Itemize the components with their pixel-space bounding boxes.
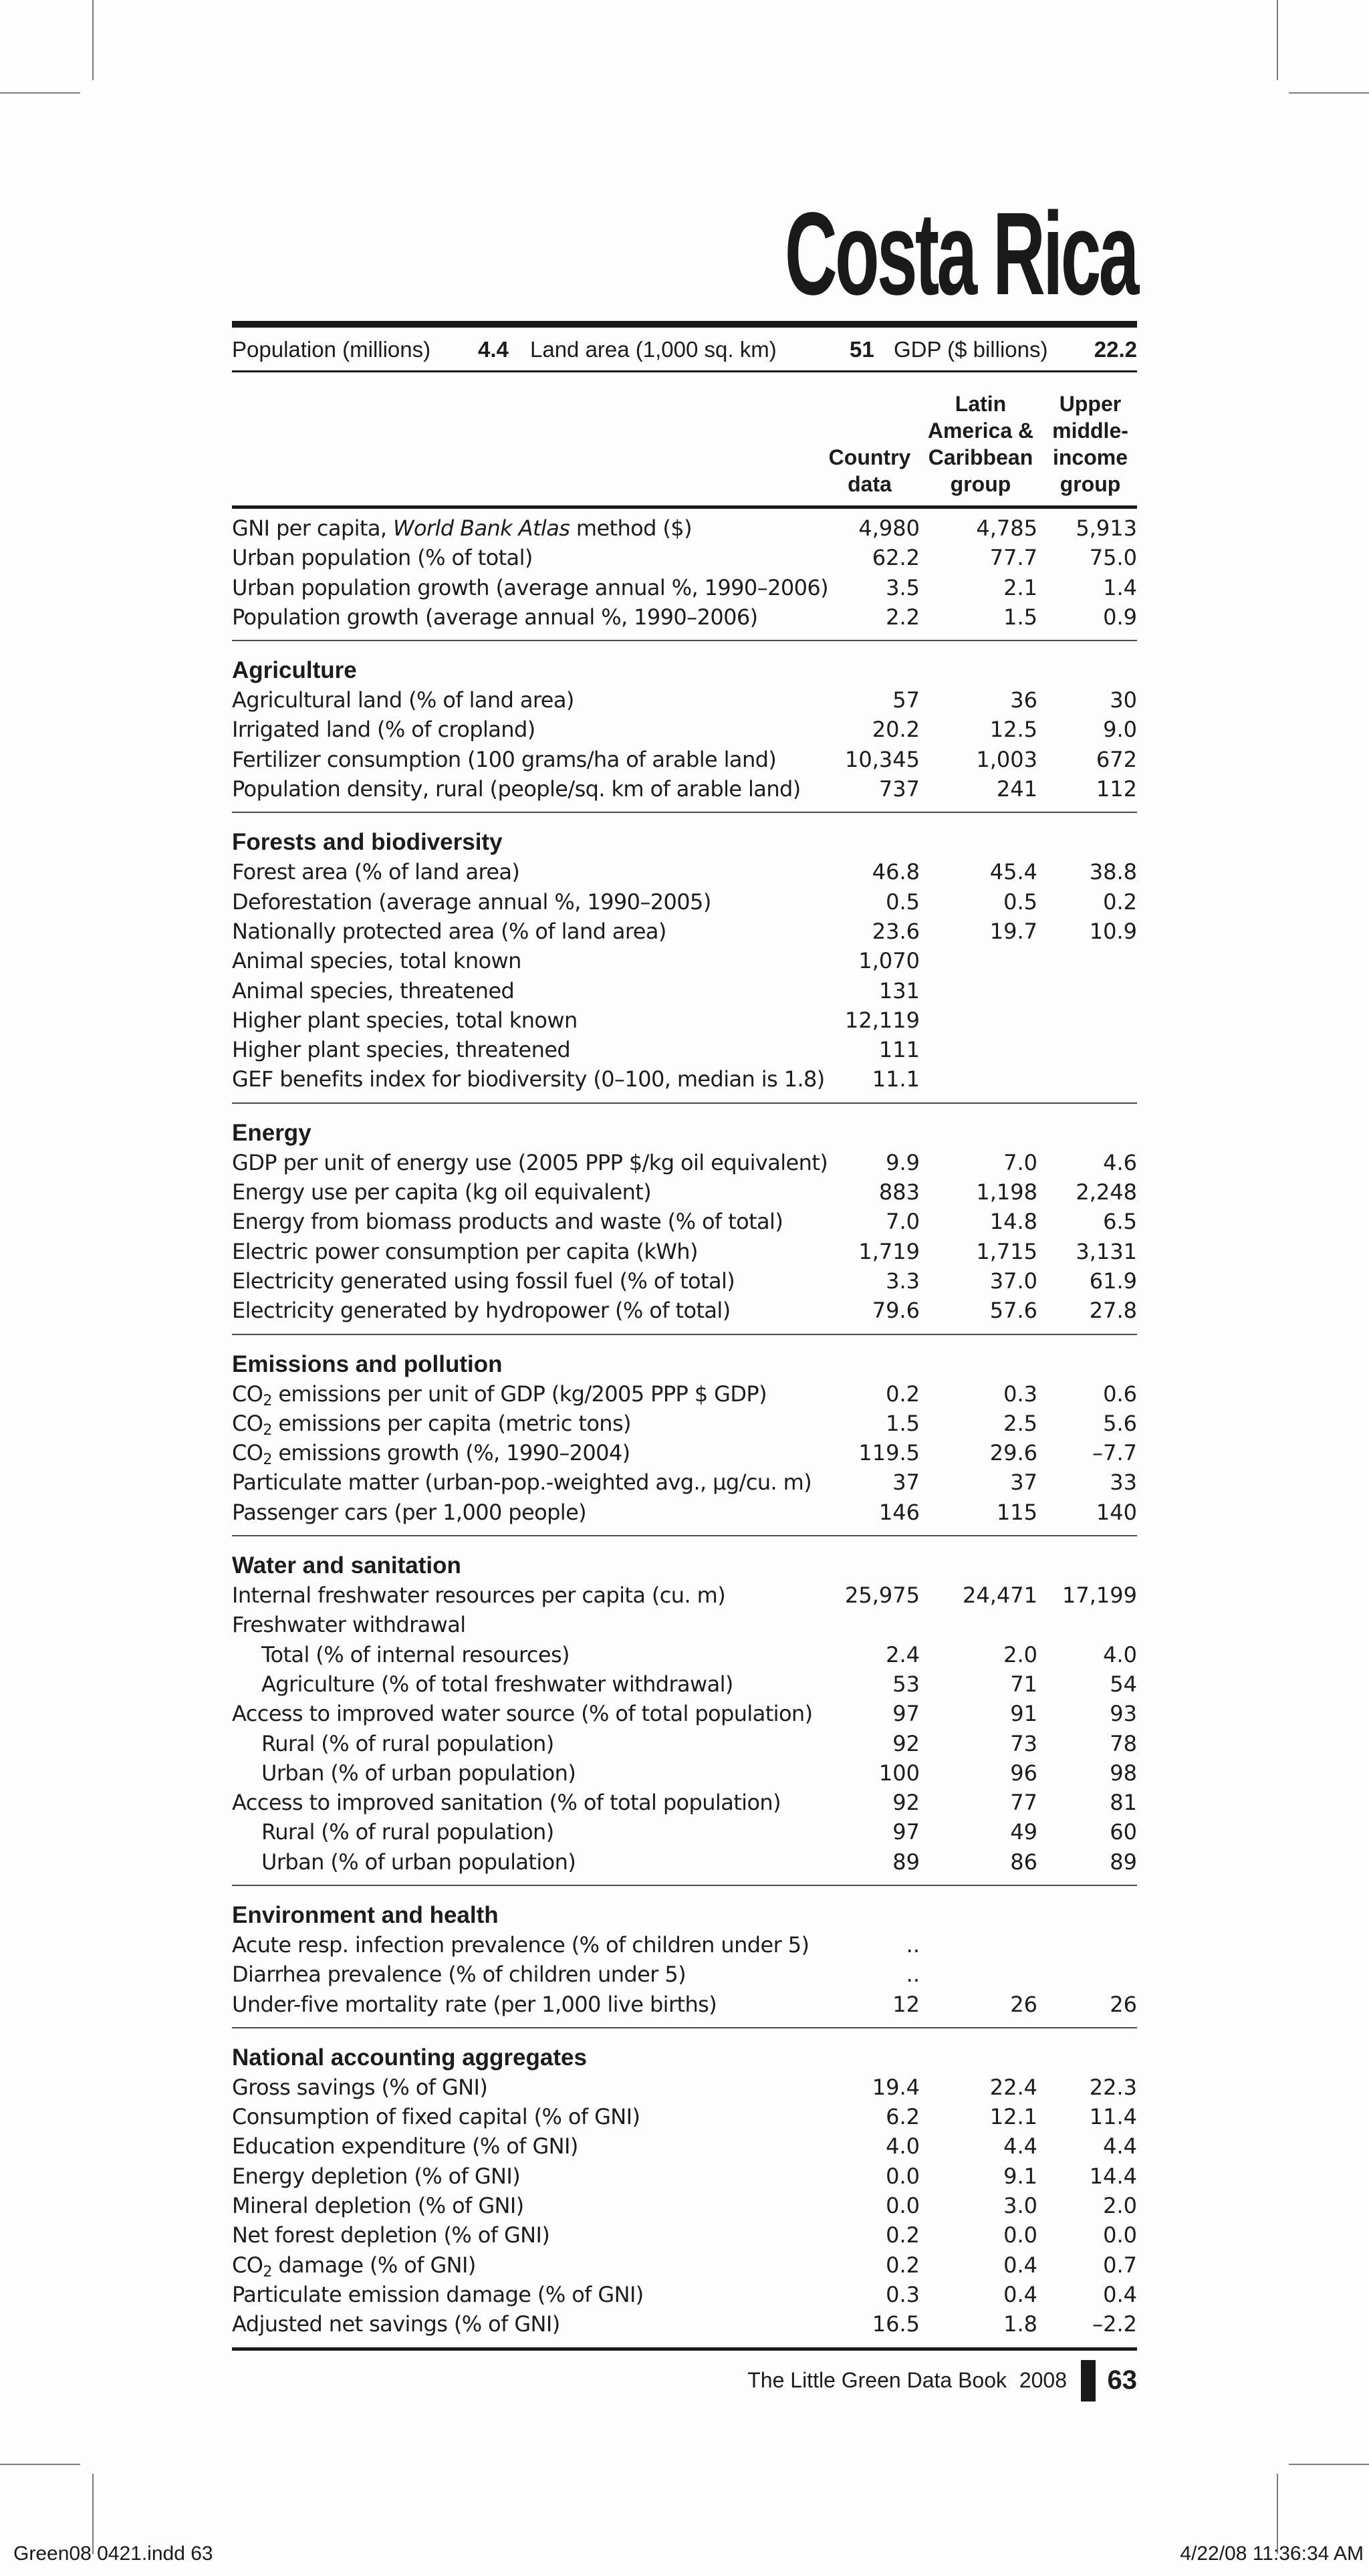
table-row	[232, 1035, 1137, 1064]
row-label: Urban population (% of total)	[232, 545, 533, 571]
row-label-text: emissions per unit of GDP (kg/2005 PPP $ GDP)	[271, 1381, 767, 1407]
value-country: 0.0	[886, 2193, 920, 2219]
section-heading: Environment and health	[232, 1901, 499, 1928]
row-label: Electricity generated by hydropower (% of total)	[232, 1298, 731, 1324]
value-country: 25,975	[845, 1583, 920, 1609]
value-country: 19.4	[872, 2074, 920, 2100]
row-label: Education expenditure (% of GNI)	[232, 2133, 578, 2159]
table-row	[232, 2220, 1137, 2250]
value-lac-group: 241	[996, 776, 1037, 802]
value-umi-group: 112	[1096, 776, 1137, 802]
value-umi-group: 26	[1110, 1991, 1137, 2017]
row-label: Electric power consumption per capita (kWh)	[232, 1238, 698, 1264]
row-label: Population density, rural (people/sq. km of arable land)	[232, 776, 801, 802]
value-umi-group: 5.6	[1103, 1410, 1137, 1436]
co2-base: CO	[232, 1410, 263, 1436]
row-label: Energy from biomass products and waste (% of total)	[232, 1209, 783, 1235]
value-country: 0.2	[886, 2252, 920, 2278]
value-country: 883	[878, 1179, 920, 1205]
row-label: Electricity generated using fossil fuel (% of total)	[232, 1268, 735, 1294]
table-row	[232, 1438, 1137, 1468]
value-lac-group: 1,715	[976, 1238, 1037, 1264]
table-row	[232, 513, 1137, 543]
column-header-line: group	[950, 472, 1011, 496]
row-label: Rural (% of rural population)	[261, 1819, 554, 1845]
row-label: Animal species, threatened	[232, 977, 515, 1004]
co2-base: CO	[232, 2252, 263, 2278]
value-umi-group: 17,199	[1062, 1583, 1137, 1609]
table-row	[232, 1788, 1137, 1817]
table-row	[232, 1207, 1137, 1236]
table-row	[232, 887, 1137, 917]
value-lac-group: 4.4	[1003, 2133, 1037, 2159]
row-label: Diarrhea prevalence (% of children under 5)	[232, 1962, 686, 1988]
table-row	[232, 2073, 1137, 2102]
value-umi-group: 93	[1110, 1701, 1137, 1727]
value-lac-group: 73	[1010, 1730, 1037, 1756]
value-country: 53	[892, 1671, 920, 1697]
row-label: Particulate emission damage (% of GNI)	[232, 2281, 644, 2307]
value-country: 119.5	[858, 1440, 920, 1466]
value-umi-group: 2,248	[1076, 1179, 1137, 1205]
row-label: Agricultural land (% of land area)	[232, 687, 574, 713]
table-row	[232, 2131, 1137, 2161]
value-lac-group: 2.0	[1003, 1641, 1037, 1667]
row-label: Agriculture (% of total freshwater withdrawal)	[261, 1671, 733, 1697]
value-lac-group: 2.1	[1003, 574, 1037, 600]
value-umi-group: 10.9	[1089, 918, 1137, 944]
value-country: 0.5	[886, 889, 920, 915]
value-umi-group: 0.7	[1103, 2252, 1137, 2278]
row-label: Rural (% of rural population)	[261, 1730, 554, 1756]
table-row	[232, 917, 1137, 946]
value-lac-group: 24,471	[963, 1583, 1037, 1609]
row-label: Animal species, total known	[232, 948, 521, 974]
table-row	[232, 1064, 1137, 1094]
table-row	[232, 1468, 1137, 1497]
value-umi-group: 0.4	[1103, 2281, 1137, 2307]
value-country: 100	[878, 1760, 920, 1786]
co2-subscript: 2	[263, 1392, 272, 1409]
row-label: Under-five mortality rate (per 1,000 live births)	[232, 1991, 717, 2017]
table-row	[232, 1610, 1137, 1639]
value-umi-group: 54	[1110, 1671, 1137, 1697]
value-country: 0.3	[886, 2281, 920, 2307]
value-country: 12,119	[845, 1007, 920, 1033]
row-label-text: method ($)	[570, 515, 692, 541]
value-umi-group: 5,913	[1076, 515, 1137, 541]
value-country: ..	[906, 1962, 920, 1988]
land-area-label: Land area (1,000 sq. km)	[530, 337, 777, 362]
table-row	[232, 1296, 1137, 1325]
value-umi-group: 11.4	[1089, 2104, 1137, 2130]
table-row	[232, 946, 1137, 975]
row-label: Particulate matter (urban-pop.-weighted avg., µg/cu. m)	[232, 1470, 812, 1496]
value-umi-group: 78	[1110, 1730, 1137, 1756]
table-row	[232, 685, 1137, 715]
value-country: 111	[878, 1037, 920, 1063]
value-lac-group: 71	[1010, 1671, 1037, 1697]
value-umi-group: 0.9	[1103, 604, 1137, 630]
value-country: 97	[892, 1819, 920, 1845]
value-country: 3.3	[886, 1268, 920, 1294]
footer-year: 2008	[1019, 2368, 1067, 2392]
row-label: Fertilizer consumption (100 grams/ha of arable land)	[232, 746, 777, 772]
value-lac-group: 9.1	[1003, 2163, 1037, 2189]
row-label: Energy depletion (% of GNI)	[232, 2163, 521, 2189]
crop-mark	[1289, 92, 1369, 94]
value-country: 97	[892, 1701, 920, 1727]
column-header-upper-middle-income	[1043, 390, 1137, 497]
row-label: Energy use per capita (kg oil equivalent)	[232, 1179, 652, 1205]
value-lac-group: 12.1	[989, 2104, 1037, 2130]
co2-subscript: 2	[263, 2263, 272, 2280]
column-header-line: income	[1052, 445, 1128, 469]
column-header-line: group	[1060, 472, 1121, 496]
value-lac-group: 91	[1010, 1701, 1037, 1727]
table-row	[232, 1409, 1137, 1438]
section-divider	[232, 2027, 1137, 2028]
value-country: 20.2	[872, 717, 920, 743]
table-row	[232, 1817, 1137, 1847]
value-country: 79.6	[872, 1298, 920, 1324]
slug-timestamp: 4/22/08 11:36:34 AM	[1180, 2543, 1364, 2565]
row-label: Adjusted net savings (% of GNI)	[232, 2311, 560, 2337]
value-country: 12	[892, 1991, 920, 2017]
value-country: 0.2	[886, 2222, 920, 2248]
column-header-line: America &	[927, 419, 1034, 443]
value-lac-group: 57.6	[989, 1298, 1037, 1324]
value-lac-group: 12.5	[989, 717, 1037, 743]
value-country: 3.5	[886, 574, 920, 600]
table-row	[232, 1960, 1137, 1989]
table-row	[232, 2280, 1137, 2309]
title-rule	[232, 321, 1137, 328]
gdp-label: GDP ($ billions)	[894, 337, 1048, 362]
value-umi-group: 38.8	[1089, 859, 1137, 885]
value-umi-group: 27.8	[1089, 1298, 1137, 1324]
row-label: GDP per unit of energy use (2005 PPP $/kg oil equivalent)	[232, 1149, 828, 1175]
column-header-line: Latin	[955, 392, 1007, 416]
value-country: 1,719	[858, 1238, 920, 1264]
value-lac-group: 0.4	[1003, 2281, 1037, 2307]
column-header-line: Country	[828, 445, 911, 469]
table-row	[232, 1580, 1137, 1610]
co2-subscript: 2	[263, 1421, 272, 1439]
value-country: 11.1	[872, 1066, 920, 1092]
value-umi-group: 14.4	[1089, 2163, 1137, 2189]
footer-bar	[1081, 2360, 1096, 2402]
table-row	[232, 1237, 1137, 1266]
value-lac-group: 86	[1010, 1849, 1037, 1875]
value-country: 146	[878, 1499, 920, 1525]
value-country: ..	[906, 1931, 920, 1958]
population-label: Population (millions)	[232, 337, 431, 362]
land-area-value: 51	[850, 337, 874, 362]
row-label: Urban (% of urban population)	[261, 1849, 576, 1875]
value-umi-group: 9.0	[1103, 717, 1137, 743]
row-label: GEF benefits index for biodiversity (0–100, median is 1.8)	[232, 1066, 825, 1092]
row-label-text: emissions per capita (metric tons)	[271, 1410, 631, 1436]
value-lac-group: 0.4	[1003, 2252, 1037, 2278]
table-row	[232, 1177, 1137, 1207]
gdp-value: 22.2	[1094, 337, 1137, 362]
crop-mark	[1277, 0, 1278, 80]
row-label-text: GNI per capita,	[232, 515, 393, 541]
header-rule	[232, 505, 1137, 509]
value-country: 89	[892, 1849, 920, 1875]
row-label: Population growth (average annual %, 1990–2006)	[232, 604, 758, 630]
row-label: Irrigated land (% of cropland)	[232, 717, 535, 743]
value-country: 92	[892, 1730, 920, 1756]
value-country: 10,345	[845, 746, 920, 772]
value-country: 2.2	[886, 604, 920, 630]
table-row	[232, 1699, 1137, 1728]
value-lac-group: 7.0	[1003, 1149, 1037, 1175]
value-lac-group: 1,003	[976, 746, 1037, 772]
value-umi-group: 75.0	[1089, 545, 1137, 571]
value-umi-group: 672	[1096, 746, 1137, 772]
column-header-country	[820, 444, 920, 497]
value-umi-group: 60	[1110, 1819, 1137, 1845]
row-label: Access to improved water source (% of total population)	[232, 1701, 813, 1727]
value-country: 9.9	[886, 1149, 920, 1175]
value-country: 2.4	[886, 1641, 920, 1667]
summary-rule	[232, 370, 1137, 372]
value-lac-group: 37.0	[989, 1268, 1037, 1294]
slug-file: Green08 0421.indd 63	[13, 2543, 213, 2565]
table-row	[232, 1729, 1137, 1758]
value-umi-group: 81	[1110, 1790, 1137, 1816]
table-row	[232, 715, 1137, 744]
page-footer	[469, 2360, 1137, 2400]
table-row	[232, 1847, 1137, 1877]
section-divider	[232, 1102, 1137, 1104]
section-divider	[232, 640, 1137, 641]
row-label: Consumption of fixed capital (% of GNI)	[232, 2104, 640, 2130]
summary-line	[232, 333, 1137, 366]
page-title: Costa Rica	[785, 189, 1137, 320]
column-header-line: middle-	[1052, 419, 1128, 443]
table-row	[232, 543, 1137, 572]
value-umi-group: 33	[1110, 1470, 1137, 1496]
column-header-latin-america	[924, 390, 1037, 497]
table-row	[232, 745, 1137, 774]
value-umi-group: 0.2	[1103, 889, 1137, 915]
table-row	[232, 1498, 1137, 1527]
value-country: 131	[878, 977, 920, 1004]
value-lac-group: 14.8	[989, 1209, 1037, 1235]
table-row	[232, 602, 1137, 632]
footer-book-title: The Little Green Data Book	[747, 2368, 1007, 2392]
section-heading: Emissions and pollution	[232, 1351, 503, 1377]
table-row	[232, 2250, 1137, 2280]
value-country: 92	[892, 1790, 920, 1816]
section-heading: Agriculture	[232, 657, 357, 684]
table-row	[232, 1640, 1137, 1669]
co2-base: CO	[232, 1381, 263, 1407]
table-row	[232, 774, 1137, 804]
value-umi-group: 2.0	[1103, 2193, 1137, 2219]
row-label: Passenger cars (per 1,000 people)	[232, 1499, 587, 1525]
table-row	[232, 976, 1137, 1006]
table-row	[232, 2191, 1137, 2220]
value-umi-group: 6.5	[1103, 1209, 1137, 1235]
value-lac-group: 115	[996, 1499, 1037, 1525]
value-umi-group: 3,131	[1076, 1238, 1137, 1264]
table-row	[232, 1758, 1137, 1788]
value-country: 16.5	[872, 2311, 920, 2337]
value-country: 46.8	[872, 859, 920, 885]
table-row	[232, 1379, 1137, 1409]
value-country: 1,070	[858, 948, 920, 974]
table-row	[232, 1930, 1137, 1960]
value-country: 4.0	[886, 2133, 920, 2159]
row-label: Gross savings (% of GNI)	[232, 2074, 488, 2100]
value-lac-group: 0.5	[1003, 889, 1037, 915]
value-umi-group: 61.9	[1089, 1268, 1137, 1294]
value-umi-group: 0.6	[1103, 1381, 1137, 1407]
row-label: Internal freshwater resources per capita (cu. m)	[232, 1583, 726, 1609]
row-label: Acute resp. infection prevalence (% of children under 5)	[232, 1931, 810, 1958]
value-country: 4,980	[858, 515, 920, 541]
row-label: Higher plant species, total known	[232, 1007, 578, 1033]
value-lac-group: 45.4	[989, 859, 1037, 885]
section-divider	[232, 812, 1137, 813]
value-lac-group: 37	[1010, 1470, 1037, 1496]
table-row	[232, 2309, 1137, 2339]
co2-base: CO	[232, 1440, 263, 1466]
row-label: Freshwater withdrawal	[232, 1612, 466, 1638]
row-label: Higher plant species, threatened	[232, 1037, 571, 1063]
table-row	[232, 573, 1137, 602]
row-label: Total (% of internal resources)	[261, 1641, 570, 1667]
table-end-rule	[232, 2347, 1137, 2351]
table-row	[232, 2161, 1137, 2191]
row-label-text: damage (% of GNI)	[271, 2252, 476, 2278]
value-lac-group: 77.7	[989, 545, 1037, 571]
population-value: 4.4	[478, 337, 509, 362]
crop-mark	[1289, 2464, 1369, 2465]
value-country: 737	[878, 776, 920, 802]
value-lac-group: 4,785	[976, 515, 1037, 541]
section-divider	[232, 1334, 1137, 1335]
value-lac-group: 96	[1010, 1760, 1037, 1786]
value-lac-group: 3.0	[1003, 2193, 1037, 2219]
section-heading: Energy	[232, 1119, 312, 1146]
crop-mark	[92, 0, 94, 80]
section-heading: Water and sanitation	[232, 1552, 461, 1579]
value-country: 6.2	[886, 2104, 920, 2130]
table-row	[232, 1006, 1137, 1035]
section-divider	[232, 1535, 1137, 1536]
row-label: Access to improved sanitation (% of total population)	[232, 1790, 781, 1816]
section-heading: National accounting aggregates	[232, 2044, 587, 2071]
value-lac-group: 19.7	[989, 918, 1037, 944]
value-country: 57	[892, 687, 920, 713]
value-lac-group: 26	[1010, 1991, 1037, 2017]
row-label: Nationally protected area (% of land area)	[232, 918, 666, 944]
crop-mark	[0, 92, 80, 94]
table-row	[232, 1148, 1137, 1177]
value-country: 23.6	[872, 918, 920, 944]
value-country: 7.0	[886, 1209, 920, 1235]
section-heading: Forests and biodiversity	[232, 829, 503, 856]
value-lac-group: 0.3	[1003, 1381, 1037, 1407]
row-label-italic: World Bank Atlas	[392, 515, 570, 541]
value-country: 1.5	[886, 1410, 920, 1436]
value-umi-group: 4.4	[1103, 2133, 1137, 2159]
indicator-table	[232, 513, 1137, 2339]
value-lac-group: 49	[1010, 1819, 1037, 1845]
value-lac-group: 22.4	[989, 2074, 1037, 2100]
column-header-line: data	[848, 472, 892, 496]
section-divider	[232, 1885, 1137, 1886]
value-country: 0.2	[886, 1381, 920, 1407]
row-label: Forest area (% of land area)	[232, 859, 520, 885]
row-label: Urban population growth (average annual %, 1990–2006)	[232, 574, 829, 600]
value-lac-group: 1,198	[976, 1179, 1037, 1205]
value-umi-group: 4.0	[1103, 1641, 1137, 1667]
table-row	[232, 2102, 1137, 2131]
table-row	[232, 1990, 1137, 2019]
value-lac-group: 0.0	[1003, 2222, 1037, 2248]
page-number: 63	[1107, 2365, 1137, 2395]
value-umi-group: 140	[1096, 1499, 1137, 1525]
row-label: Deforestation (average annual %, 1990–2005)	[232, 889, 711, 915]
co2-subscript: 2	[263, 1451, 272, 1469]
value-umi-group: 98	[1110, 1760, 1137, 1786]
value-lac-group: 1.8	[1003, 2311, 1037, 2337]
value-umi-group: 0.0	[1103, 2222, 1137, 2248]
value-umi-group: –2.2	[1092, 2311, 1137, 2337]
value-umi-group: 1.4	[1103, 574, 1137, 600]
value-country: 37	[892, 1470, 920, 1496]
value-umi-group: 89	[1110, 1849, 1137, 1875]
value-lac-group: 29.6	[989, 1440, 1037, 1466]
table-row	[232, 1266, 1137, 1296]
row-label: Net forest depletion (% of GNI)	[232, 2222, 550, 2248]
row-label-text: emissions growth (%, 1990–2004)	[271, 1440, 630, 1466]
value-umi-group: –7.7	[1092, 1440, 1137, 1466]
table-row	[232, 1669, 1137, 1699]
value-lac-group: 77	[1010, 1790, 1037, 1816]
value-lac-group: 1.5	[1003, 604, 1037, 630]
column-header-line: Upper	[1059, 392, 1122, 416]
row-label	[232, 513, 692, 543]
value-umi-group: 22.3	[1089, 2074, 1137, 2100]
column-header-line: Caribbean	[928, 445, 1033, 469]
row-label: Mineral depletion (% of GNI)	[232, 2193, 524, 2219]
value-country: 0.0	[886, 2163, 920, 2189]
value-umi-group: 30	[1110, 687, 1137, 713]
value-umi-group: 4.6	[1103, 1149, 1137, 1175]
crop-mark	[0, 2464, 80, 2465]
row-label: Urban (% of urban population)	[261, 1760, 576, 1786]
table-row	[232, 857, 1137, 887]
value-lac-group: 36	[1010, 687, 1037, 713]
value-lac-group: 2.5	[1003, 1410, 1037, 1436]
value-country: 62.2	[872, 545, 920, 571]
